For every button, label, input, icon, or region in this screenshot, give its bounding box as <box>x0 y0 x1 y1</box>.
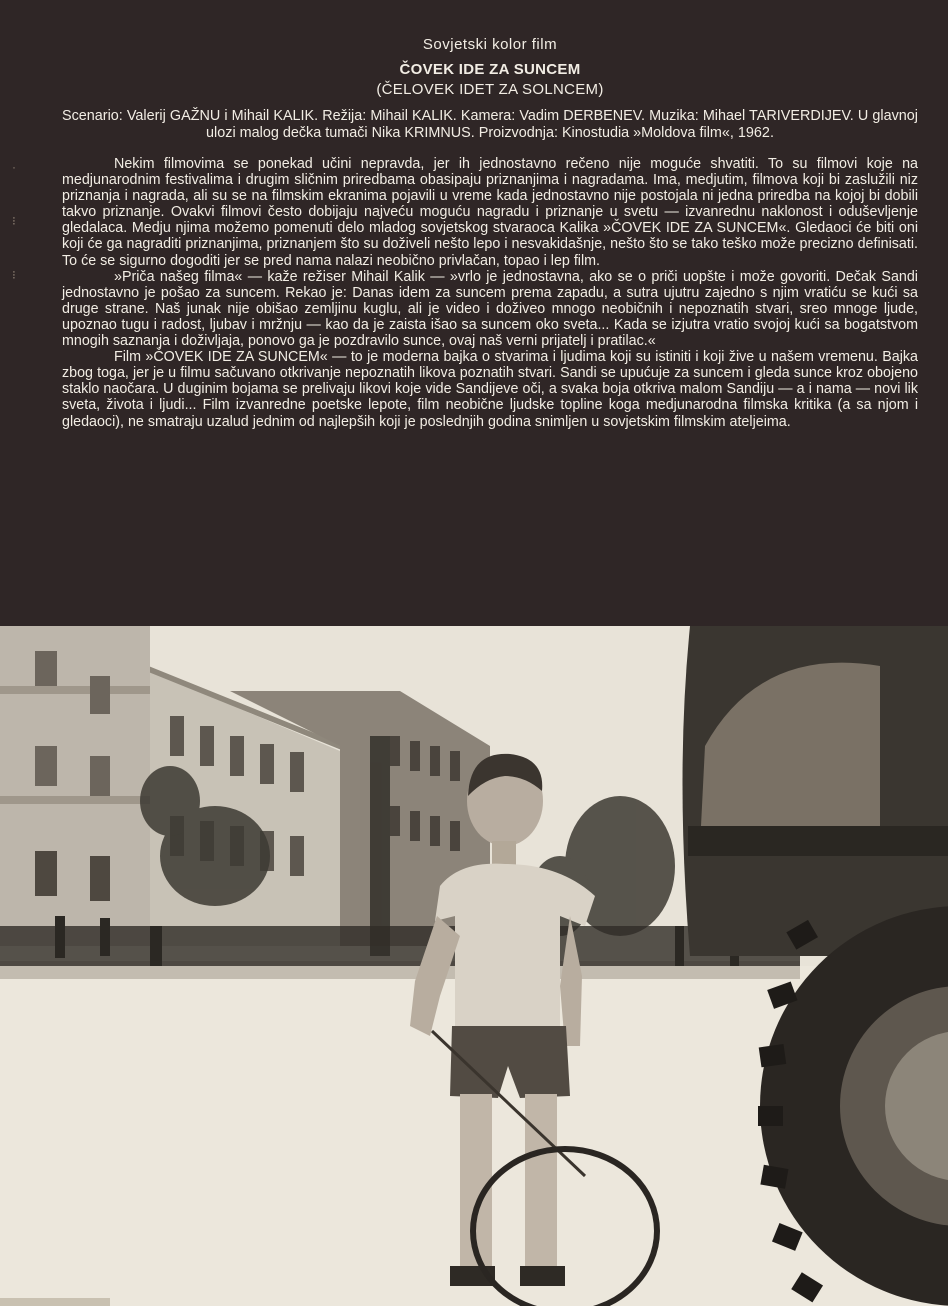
film-still-illustration <box>0 626 948 1306</box>
film-still-photo <box>0 626 948 1306</box>
article-body <box>62 156 918 430</box>
print-edge-strip <box>0 1298 110 1306</box>
article-paragraph: »Priča našeg filma« — kaže režiser Mihail Kalik — »vrlo je jednostavna, ako se o priči uopšte i može govoriti. Dečak Sandi jednostavno je pošao za suncem. Rekao je: Danas idem za suncem prema zapadu, a sutra ujutru zajedno s njim vratiću se kući sa druge strane. Naš junak nije obišao zemljinu kuglu, ali je video i doživeo mnogo neobičnih i nepoznatih stvari, sreo mnoge ljude, upoznao tugu i radost, ljubav i mržnju — kao da je zaista išao sa suncem oko sveta... Kada se izjutra vratio svojoj kući sa bogatstvom mnogih saznanja i doživljaja, ponovo ga je pozdravilo sunce, ovaj naš verni prijatelj i pratilac.« <box>62 268 918 350</box>
film-credits: Scenario: Valerij GAŽNU i Mihail KALIK. Režija: Mihail KALIK. Kamera: Vadim DERBENEV. Muzika: Mihael TARIVERDIJEV. U glavnoj ulozi malog dečka tumači Nika KRIMNUS. Proizvodnja: Kinostudia »Moldova film«, 1962. <box>62 108 918 141</box>
margin-marks <box>12 160 26 322</box>
margin-mark-icon: ⁝ <box>12 214 16 228</box>
article-paragraph: Nekim filmovima se ponekad učini nepravda, jer ih jednostavno rečeno nije moguće shvatiti. To su filmovi koje na medjunarodnim festivalima i drugim sličnim priredbama obasipaju priznanjima i nagradama. Ima, medjutim, filmova koji bi zaslužili niz priznanja i nagrada, ali su se na filmskim ekranima pojavili u vreme kada jednostavno nije postojala ni jedna priredba na kojoj bi dobili takvo priznanje. Ovakvi filmovi često dobijaju najveću moguću nagradu i priznanje u svetu — izvanrednu naklonost i oduševljenje gledalaca. Medju njima možemo pomenuti delo mladog sovjetskog stvaraoca Kalika »ČOVEK IDE ZA SUNCEM«. Gledaoci će biti oni koji će ga nagraditi priznanjima, priznanjem što su doživeli nešto lepo i nesvakidašnje, nešto što se tako teško može precizno definisati. To će se sigurno dogoditi jer se pred nama nalazi neobično privlačan, topao i lep film. <box>62 156 918 269</box>
article-title: ČOVEK IDE ZA SUNCEM <box>399 61 581 78</box>
article-paragraph: Film »ČOVEK IDE ZA SUNCEM« — to je moderna bajka o stvarima i ljudima koji su istiniti i koji žive u našem vremenu. Bajka zbog toga, jer je u filmu sačuvano otkrivanje nepoznatih likova poznatih stvari. Sandi se upućuje za suncem i gleda sunce kroz obojeno staklo naočara. U duginim bojama se prelivaju likovi koje vide Sandijeve oči, a svaka boja otkriva malom Sandiju — a i nama — novi lik sveta, života i ljudi... Film izvanredne poetske lepote, film neobične ljudske topline koga medjunarodna filmska kritika (a sa njom i gledaoci), ne smatraju uzalud jednim od najlepših koji je poslednjih godina snimljen u sovjetskim filmskim ateljeima. <box>62 349 918 430</box>
margin-mark-icon: · <box>12 160 16 174</box>
article-supertitle: Sovjetski kolor film <box>422 36 558 53</box>
margin-mark-icon: ⁝ <box>12 268 16 282</box>
article-original-title: (ČELOVEK IDET ZA SOLNCEM) <box>376 81 604 98</box>
article-text-panel <box>0 0 948 626</box>
building-left <box>0 626 150 946</box>
